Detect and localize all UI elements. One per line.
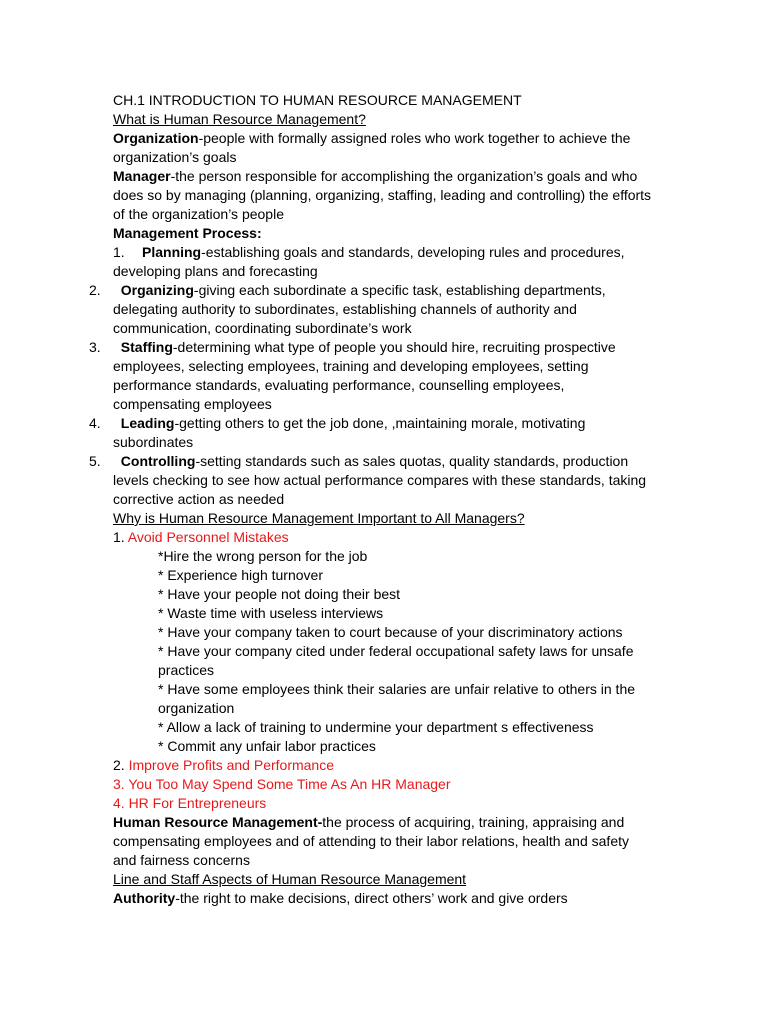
definition-text: -the right to make decisions, direct others’ work and give orders [175,890,568,906]
management-process-heading: Management Process: [113,225,262,241]
definition-text: the process of acquiring, training, appraising and compensating employees and of attending to their labor relations, health and safety and fairness concerns [113,814,629,868]
list-item: * Have your company taken to court because of your discriminatory actions [158,624,623,640]
term-manager: Manager [113,168,171,184]
page-title: CH.1 INTRODUCTION TO HUMAN RESOURCE MANAGEMENT [113,92,522,108]
section-heading-what-is-hrm: What is Human Resource Management? [113,111,366,127]
reason-2 [113,756,653,775]
definition-text: -setting standards such as sales quotas, quality standards, production levels checking to see how actual performance compares with these standards, taking corrective action as needed [113,453,647,507]
list-item: * Experience high turnover [158,567,323,583]
definition-text: -getting others to get the job done, ,maintaining morale, motivating subordinates [113,415,586,450]
section-heading-line-staff: Line and Staff Aspects of Human Resource Management [113,871,467,887]
reason-1 [113,528,653,547]
reason-3: 3. You Too May Spend Some Time As An HR Manager [113,776,451,792]
term-planning: Planning [142,244,202,260]
list-number: 3. [89,339,101,355]
definition-text: -establishing goals and standards, developing rules and procedures, developing plans and forecasting [113,244,625,279]
definition-text: -giving each subordinate a specific task, establishing departments, delegating authority to subordinates, establishing channels of authority and communication, coordinating subordinate’s work [113,282,606,336]
list-item: * Have some employees think their salaries are unfair relative to others in the organization [158,681,636,716]
process-item-planning [113,243,653,281]
reason-1-text: Avoid Personnel Mistakes [127,529,289,545]
reason-number: 2. [113,757,129,773]
process-item-organizing [89,281,653,338]
document-body [89,91,653,908]
term-organization: Organization [113,130,199,146]
definition-authority [113,889,653,908]
process-item-leading [89,414,653,452]
term-hrm: Human Resource Management- [113,814,323,830]
mistakes-list [113,547,653,756]
reason-number: 1. [113,529,128,545]
list-number: 5. [89,453,101,469]
process-item-staffing [89,338,653,414]
list-item: * Have your company cited under federal occupational safety laws for unsafe practices [158,643,634,678]
definition-manager [113,167,653,224]
list-number: 1. [113,244,125,260]
term-controlling: Controlling [120,453,196,469]
list-item: * Commit any unfair labor practices [158,738,376,754]
term-staffing: Staffing [120,339,173,355]
list-number: 4. [89,415,101,431]
definition-hrm [113,813,653,870]
definition-text: -determining what type of people you should hire, recruiting prospective employees, selecting employees, training and developing employees, setting performance standards, evaluating performance, counselling employees, compensating employees [113,339,616,412]
section-heading-why-hrm: Why is Human Resource Management Important to All Managers? [113,510,525,526]
list-number: 2. [89,282,101,298]
term-leading: Leading [120,415,175,431]
term-organizing: Organizing [120,282,194,298]
reason-2-text: Improve Profits and Performance [128,757,334,773]
definition-text: -people with formally assigned roles who work together to achieve the organization’s goals [113,130,631,165]
term-authority: Authority [113,890,176,906]
list-item: *Hire the wrong person for the job [158,548,368,564]
reason-4: 4. HR For Entrepreneurs [113,795,267,811]
list-item: * Have your people not doing their best [158,586,401,602]
definition-text: -the person responsible for accomplishing the organization’s goals and who does so by managing (planning, organizing, staffing, leading and controlling) the efforts of the organization’s people [113,168,652,222]
list-item: * Allow a lack of training to undermine your department s effectiveness [158,719,594,735]
list-item: * Waste time with useless interviews [158,605,384,621]
definition-organization [113,129,653,167]
process-item-controlling [89,452,653,509]
